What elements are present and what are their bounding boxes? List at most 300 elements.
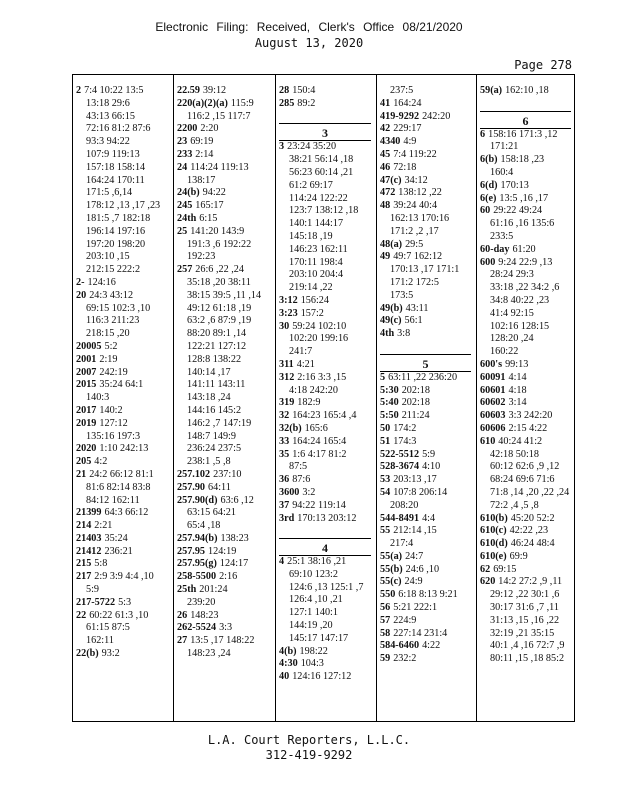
- index-entry: [76, 341, 173, 354]
- index-term: 6: [480, 128, 486, 140]
- index-references: 104:3: [300, 658, 324, 670]
- index-entry: [380, 328, 476, 341]
- index-entry: [76, 277, 173, 290]
- index-term: 51: [380, 435, 391, 447]
- index-entry: [380, 175, 476, 188]
- index-references: 158:18 ,23: [500, 154, 545, 166]
- index-references: 227:14 231:4: [393, 627, 448, 639]
- index-entry: [380, 513, 476, 526]
- index-entry-continuation: 56:23 60:14 ,21: [289, 166, 354, 178]
- index-entry-continuation: 145:17 147:17: [289, 632, 349, 644]
- index-entry-continuation: 69:10 123:2: [289, 568, 338, 580]
- index-entry: [279, 513, 376, 526]
- index-term: 4340: [380, 136, 401, 148]
- index-references: 2:19: [99, 353, 118, 365]
- index-entry: [380, 385, 476, 398]
- index-entry: [76, 648, 173, 661]
- index-entry: [480, 193, 576, 206]
- index-term: 610(c): [480, 525, 507, 537]
- index-entry: [380, 239, 476, 252]
- index-entry: [177, 162, 275, 175]
- index-term: 57: [380, 614, 391, 626]
- index-references: 115:9: [230, 97, 254, 109]
- index-term: 233: [177, 148, 193, 160]
- index-entry: [177, 495, 275, 508]
- index-entry: [177, 98, 275, 111]
- index-references: 138:12 ,22: [398, 187, 442, 199]
- index-entry: [177, 584, 275, 597]
- index-entry-continuation: 217:4: [390, 538, 414, 550]
- index-term: 472: [380, 187, 396, 199]
- index-references: 3:3: [219, 622, 233, 634]
- index-term: 257.94(b): [177, 532, 218, 544]
- index-entry-continuation: 148:7 149:9: [187, 430, 236, 442]
- index-entry-continuation: 123:7 138:12 ,18: [289, 205, 359, 217]
- index-entry: [76, 405, 173, 418]
- index-entry: [380, 589, 476, 602]
- index-entry-continuation: 141:11 143:11: [187, 379, 246, 391]
- index-term: 311: [279, 358, 294, 370]
- index-references: 198:22: [299, 645, 328, 657]
- index-entry-continuation: 140:14 ,17: [187, 366, 231, 378]
- index-entry: [380, 136, 476, 149]
- index-references: 46:24 48:4: [510, 538, 555, 550]
- index-entry: [279, 423, 376, 436]
- index-references: 114:24 119:13: [190, 161, 249, 173]
- index-entry: [76, 571, 173, 584]
- index-term: 46: [380, 161, 391, 173]
- index-term: 40: [279, 671, 290, 683]
- index-entry-continuation: 35:18 ,20 38:11: [187, 276, 251, 288]
- index-entry: [177, 533, 275, 546]
- index-entry: [76, 520, 173, 533]
- index-entry: [177, 123, 275, 136]
- index-term: 2015: [76, 379, 97, 391]
- spacer: [480, 98, 576, 111]
- index-term: 20005: [76, 340, 102, 352]
- index-entry: [380, 162, 476, 175]
- index-entry: [480, 154, 576, 167]
- index-references: 39:24 40:4: [393, 200, 438, 212]
- index-entry-continuation: 60:12 62:6 ,9 ,12: [490, 461, 560, 473]
- index-references: 13:5 ,17 148:22: [190, 635, 255, 647]
- index-entry: [380, 564, 476, 577]
- index-term: 257.90: [177, 481, 206, 493]
- index-entry: [480, 564, 576, 577]
- index-entry: [279, 410, 376, 423]
- index-entry-continuation: 212:15 222:2: [86, 264, 141, 276]
- section-heading: 4: [279, 538, 371, 556]
- index-term: 26: [177, 609, 188, 621]
- index-references: 182:9: [297, 397, 321, 409]
- index-entry-continuation: 84:12 162:11: [86, 494, 140, 506]
- index-references: 156:24: [300, 294, 329, 306]
- index-entry-continuation: 135:16 197:3: [86, 430, 141, 442]
- index-column-5: [476, 75, 576, 721]
- index-entry-continuation: 93:3 94:22: [86, 136, 130, 148]
- index-references: 99:13: [505, 358, 529, 370]
- index-entry-continuation: 218:15 ,20: [86, 328, 130, 340]
- index-entry-continuation: 128:8 138:22: [187, 353, 242, 365]
- index-term: 5: [380, 371, 386, 383]
- index-entry: [177, 635, 275, 648]
- index-references: 2:14: [195, 148, 214, 160]
- index-entry: [76, 507, 173, 520]
- index-references: 5:8: [94, 558, 108, 570]
- index-entry: [177, 136, 275, 149]
- index-entry-continuation: 148:23 ,24: [187, 648, 231, 660]
- index-entry-continuation: 63:2 ,6 87:9 ,19: [187, 315, 252, 327]
- index-term: 24th: [177, 212, 197, 224]
- index-entry-continuation: 237:5: [390, 85, 414, 96]
- index-term: 2019: [76, 417, 97, 429]
- index-term: 5:40: [380, 397, 399, 409]
- index-entry: [480, 397, 576, 410]
- index-entry: [177, 571, 275, 584]
- index-entry-continuation: 71:8 ,14 ,20 ,22 ,24: [490, 486, 570, 498]
- index-term: 220(a)(2)(a): [177, 97, 228, 109]
- index-term: 257.90(d): [177, 494, 218, 506]
- index-entry: [76, 533, 173, 546]
- index-references: 35:24: [104, 532, 128, 544]
- index-entry: [480, 129, 576, 142]
- index-term: 257.95: [177, 545, 206, 557]
- index-term: 55: [380, 525, 391, 537]
- index-entry-continuation: 138:17: [187, 174, 216, 186]
- index-term: 3600: [279, 486, 300, 498]
- index-references: 39:12: [202, 85, 227, 96]
- index-term: 25th: [177, 584, 197, 596]
- index-references: 237:10: [213, 468, 242, 480]
- index-references: 2:20: [200, 123, 219, 135]
- index-term: 214: [76, 520, 92, 532]
- spacer: [279, 525, 376, 538]
- section-heading: 5: [380, 354, 471, 372]
- index-entry: [279, 141, 376, 154]
- index-references: 7:4 10:22 13:5: [84, 85, 144, 96]
- index-entry: [380, 200, 476, 213]
- index-entry: [76, 418, 173, 431]
- index-entry: [480, 551, 576, 564]
- index-entry-continuation: 157:18 158:14: [86, 161, 146, 173]
- index-references: 26:6 ,22 ,24: [195, 264, 244, 276]
- index-references: 42:22 ,23: [509, 525, 549, 537]
- index-references: 140:2: [99, 404, 123, 416]
- index-references: 4:2: [94, 456, 108, 468]
- index-references: 40:24 41:2: [498, 435, 543, 447]
- index-references: 4:9: [403, 136, 417, 148]
- index-term: 3: [279, 141, 285, 153]
- index-references: 164:24: [393, 97, 422, 109]
- index-term: 2-: [76, 276, 85, 288]
- index-references: 45:20 52:2: [510, 512, 555, 524]
- index-term: 59(a): [480, 85, 503, 96]
- index-entry-continuation: 38:15 39:5 ,11 ,14: [187, 289, 262, 301]
- index-entry-continuation: 4:18 242:20: [289, 384, 338, 396]
- index-term: 49(b): [380, 302, 403, 314]
- index-entry-continuation: 241:7: [289, 346, 313, 358]
- index-entry-continuation: 33:18 ,22 34:2 ,6: [490, 282, 560, 294]
- index-references: 7:4 119:22: [393, 148, 437, 160]
- index-term: 600: [480, 256, 496, 268]
- index-references: 124:16: [87, 276, 116, 288]
- spacer: [380, 341, 476, 354]
- index-entry-continuation: 41:4 92:15: [490, 307, 534, 319]
- index-term: 2200: [177, 123, 198, 135]
- index-entry-continuation: 162:13 170:16: [390, 212, 450, 224]
- index-references: 3:14: [508, 397, 527, 409]
- index-entry: [279, 85, 376, 98]
- index-references: 202:18: [401, 384, 430, 396]
- index-term: 6(d): [480, 179, 498, 191]
- index-entry: [76, 469, 173, 482]
- index-references: 148:23: [190, 609, 219, 621]
- index-entry-continuation: 197:20 198:20: [86, 238, 146, 250]
- index-references: 242:19: [99, 366, 128, 378]
- index-entry: [76, 443, 173, 456]
- index-term: 36: [279, 474, 290, 486]
- index-term: 258-5500: [177, 571, 217, 583]
- index-references: 203:13 ,17: [393, 474, 437, 486]
- index-references: 24:7: [405, 550, 424, 562]
- index-term: 550: [380, 589, 396, 601]
- index-term: 55(b): [380, 563, 403, 575]
- index-entry: [177, 149, 275, 162]
- index-entry-continuation: 102:16 128:15: [490, 320, 550, 332]
- index-references: 94:22: [202, 187, 226, 199]
- index-references: 174:2: [393, 422, 417, 434]
- index-term: 60606: [480, 422, 506, 434]
- index-entry: [380, 111, 476, 124]
- index-entry: [279, 436, 376, 449]
- index-term: 60601: [480, 384, 506, 396]
- index-references: 69:9: [509, 550, 528, 562]
- index-entry-continuation: 43:13 66:15: [86, 110, 135, 122]
- index-term: 620: [480, 576, 496, 588]
- index-term: 48: [380, 200, 391, 212]
- index-entry: [380, 410, 476, 423]
- index-entry: [177, 469, 275, 482]
- section-heading: 3: [279, 123, 371, 141]
- index-term: 215: [76, 558, 92, 570]
- index-entry-continuation: 160:22: [490, 346, 519, 358]
- index-entry-continuation: 69:15 102:3 ,10: [86, 302, 151, 314]
- index-references: 224:9: [393, 614, 417, 626]
- index-term: 45: [380, 148, 391, 160]
- index-entry: [380, 576, 476, 589]
- index-entry-continuation: 87:5: [289, 461, 308, 473]
- index-term: 257.102: [177, 468, 211, 480]
- index-references: 4:4: [422, 512, 436, 524]
- index-references: 89:2: [297, 97, 316, 109]
- index-term: 312: [279, 371, 295, 383]
- index-entry: [380, 98, 476, 111]
- index-entry: [380, 423, 476, 436]
- index-term: 21412: [76, 545, 102, 557]
- index-entry: [380, 303, 476, 316]
- index-entry-continuation: 233:5: [490, 230, 514, 242]
- index-references: 3:8: [397, 328, 411, 340]
- index-entry: [380, 602, 476, 615]
- index-entry: [380, 372, 476, 385]
- index-entry-continuation: 42:18 50:18: [490, 448, 539, 460]
- index-references: 236:21: [104, 545, 133, 557]
- index-entry-continuation: 164:24 170:11: [86, 174, 145, 186]
- index-term: 4:30: [279, 658, 298, 670]
- index-entry: [380, 149, 476, 162]
- index-entry: [76, 379, 173, 392]
- index-term: 205: [76, 456, 92, 468]
- index-references: 24:6 ,10: [405, 563, 440, 575]
- index-entry-continuation: 127:1 140:1: [289, 607, 338, 619]
- index-term: 262-5524: [177, 622, 217, 634]
- index-entry: [380, 461, 476, 474]
- index-references: 72:18: [393, 161, 417, 173]
- index-entry-continuation: 140:1 144:17: [289, 218, 344, 230]
- index-references: 5:3: [118, 596, 132, 608]
- index-entry-continuation: 30:17 31:6 ,7 ,11: [490, 602, 559, 614]
- index-entry: [480, 410, 576, 423]
- index-entry-continuation: 146:2 ,7 147:19: [187, 417, 252, 429]
- index-entry: [380, 315, 476, 328]
- index-references: 87:6: [292, 474, 311, 486]
- index-term: 24: [177, 161, 188, 173]
- index-entry-continuation: 144:19 ,20: [289, 620, 333, 632]
- index-term: 544-8491: [380, 512, 420, 524]
- index-entry-continuation: 238:1 ,5 ,8: [187, 456, 231, 468]
- index-entry: [480, 85, 576, 98]
- index-references: 157:2: [300, 307, 324, 319]
- index-references: 4:21: [296, 358, 315, 370]
- index-references: 127:12: [99, 417, 128, 429]
- index-entry-continuation: 146:23 162:11: [289, 243, 348, 255]
- index-references: 25:1 38:16 ,21: [287, 556, 347, 568]
- index-references: 164:23 165:4 ,4: [292, 410, 357, 422]
- index-term: 28: [279, 85, 290, 96]
- index-references: 212:14 ,15: [393, 525, 437, 537]
- index-references: 34:12: [404, 174, 428, 186]
- index-entry-continuation: 38:21 56:14 ,18: [289, 154, 354, 166]
- index-entry-continuation: 88:20 89:1 ,14: [187, 328, 247, 340]
- index-entry-continuation: 170:11 198:4: [289, 256, 343, 268]
- index-entry: [380, 436, 476, 449]
- index-entry: [279, 474, 376, 487]
- index-entry-continuation: 144:16 145:2: [187, 404, 242, 416]
- index-entry-continuation: 49:12 61:18 ,19: [187, 302, 252, 314]
- index-references: 93:2: [101, 648, 120, 660]
- index-entry-continuation: 80:11 ,15 ,18 85:2: [490, 653, 565, 665]
- index-term: 49(c): [380, 315, 402, 327]
- index-entry: [380, 487, 476, 500]
- index-references: 124:16 127:12: [292, 671, 352, 683]
- index-term: 6(e): [480, 192, 497, 204]
- index-term: 21399: [76, 507, 102, 519]
- index-term: 60: [480, 205, 491, 217]
- index-term: 22.59: [177, 85, 200, 96]
- index-entry-continuation: 178:12 ,13 ,17 ,23: [86, 200, 161, 212]
- index-term: 58: [380, 627, 391, 639]
- index-term: 2001: [76, 353, 97, 365]
- index-entry: [480, 205, 576, 218]
- index-term: 59: [380, 653, 391, 665]
- index-entry-continuation: 219:14 ,22: [289, 282, 333, 294]
- index-references: 14:2 27:2 ,9 ,11: [498, 576, 563, 588]
- reporter-phone: 312-419-9292: [265, 748, 353, 762]
- index-term: 24(b): [177, 187, 200, 199]
- index-entry: [380, 615, 476, 628]
- index-entry: [380, 397, 476, 410]
- index-entry: [279, 449, 376, 462]
- index-term: 522-5512: [380, 448, 420, 460]
- index-references: 124:17: [219, 558, 249, 570]
- index-entry: [380, 251, 476, 264]
- index-term: 56: [380, 602, 391, 614]
- index-references: 56:1: [404, 315, 423, 327]
- index-references: 5:9: [422, 448, 436, 460]
- index-references: 4:14: [508, 371, 527, 383]
- index-entry: [380, 640, 476, 653]
- index-references: 29:5: [405, 238, 424, 250]
- index-references: 2:16 3:3 ,15: [297, 371, 347, 383]
- index-entry-continuation: 171:21: [490, 141, 519, 153]
- index-term: 6(b): [480, 154, 498, 166]
- index-references: 4:18: [508, 384, 527, 396]
- index-entry-continuation: 81:6 82:14 83:8: [86, 481, 151, 493]
- index-term: 257: [177, 264, 193, 276]
- index-entry: [177, 546, 275, 559]
- index-entry-continuation: 68:24 69:6 71:6: [490, 474, 555, 486]
- index-entry: [480, 576, 576, 589]
- index-references: 2:9 3:9 4:4 ,10: [94, 571, 154, 583]
- index-references: 162:10 ,18: [505, 85, 549, 96]
- index-entry-continuation: 171:2 ,2 ,17: [390, 225, 439, 237]
- index-term: 4th: [380, 328, 395, 340]
- index-references: 5:2: [104, 340, 118, 352]
- index-term: 3:12: [279, 294, 298, 306]
- index-term: 4(b): [279, 645, 297, 657]
- index-entry-continuation: 140:3: [86, 392, 110, 404]
- index-references: 138:23: [220, 532, 249, 544]
- index-entry-continuation: 192:23: [187, 251, 216, 263]
- index-entry: [177, 187, 275, 200]
- index-entry: [380, 551, 476, 564]
- index-references: 124:19: [208, 545, 237, 557]
- index-entry-continuation: 128:20 ,24: [490, 333, 534, 345]
- index-references: 61:20: [512, 243, 536, 255]
- index-term: 610(d): [480, 538, 508, 550]
- index-term: 600's: [480, 358, 503, 370]
- index-references: 35:24 64:1: [99, 379, 144, 391]
- index-term: 610(e): [480, 550, 507, 562]
- index-references: 2:15 4:22: [508, 422, 548, 434]
- index-term: 60091: [480, 371, 506, 383]
- index-entry-continuation: 107:9 119:13: [86, 148, 140, 160]
- index-entry-continuation: 145:18 ,19: [289, 230, 333, 242]
- index-references: 64:3 66:12: [104, 507, 149, 519]
- index-references: 3:3 242:20: [508, 410, 553, 422]
- index-entry: [380, 628, 476, 641]
- index-term: 2020: [76, 443, 97, 455]
- index-term: 419-9292: [380, 110, 420, 122]
- index-entry: [380, 525, 476, 538]
- index-term: 37: [279, 499, 290, 511]
- index-entry-continuation: 162:11: [86, 635, 114, 647]
- index-entry-continuation: 170:13 ,17 171:1: [390, 264, 460, 276]
- index-references: 107:8 206:14: [393, 486, 448, 498]
- index-entry: [380, 449, 476, 462]
- index-references: 170:13: [500, 179, 529, 191]
- index-term: 30: [279, 320, 290, 332]
